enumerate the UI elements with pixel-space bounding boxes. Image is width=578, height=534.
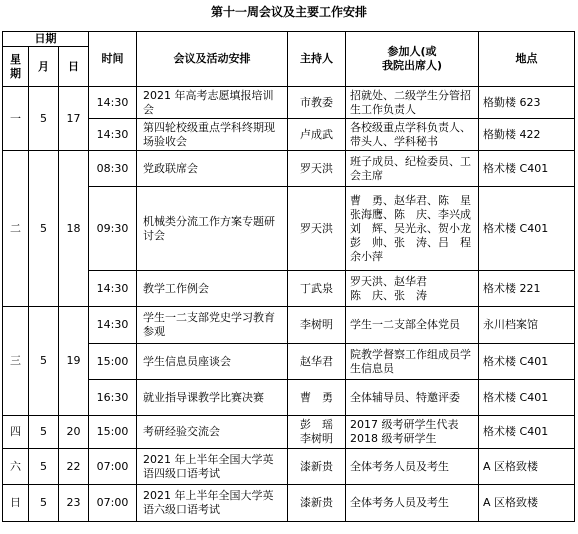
day-cell: 19 [59, 307, 89, 416]
participants-header [346, 32, 479, 87]
table-row [3, 344, 575, 380]
weekday-cell: 四 [3, 416, 29, 449]
participants-cell: 招就处、二级学生分管招生工作负责人 [346, 87, 479, 119]
host-cell: 李树明 [288, 307, 346, 344]
participants-cell: 全体考务人员及考生 [346, 449, 479, 485]
month-cell: 5 [29, 416, 59, 449]
weekday-cell: 六 [3, 449, 29, 485]
host-cell [288, 416, 346, 449]
participants-cell [346, 416, 479, 449]
location-cell: 格术楼 221 [479, 271, 575, 307]
schedule-table [2, 31, 575, 522]
weekday-header: 星期 [3, 47, 29, 87]
table-row [3, 187, 575, 271]
location-cell: A 区格致楼 [479, 485, 575, 522]
time-cell: 07:00 [89, 485, 137, 522]
participants-cell: 全体辅导员、特邀评委 [346, 380, 479, 416]
page-title: 第十一周会议及主要工作安排 [210, 5, 367, 19]
time-cell: 14:30 [89, 271, 137, 307]
host-line: 李树明 [300, 432, 334, 445]
host-cell: 罗天洪 [288, 187, 346, 271]
participants-cell: 曹 勇、赵华君、陈 星张海鹰、陈 庆、李兴成刘 辉、吴光永、贺小龙彭 帅、张 涛、吕 程余小萍 [346, 187, 479, 271]
meeting-cell: 就业指导课教学比赛决赛 [137, 380, 288, 416]
time-header: 时间 [89, 32, 137, 87]
meeting-cell: 学生一二支部党史学习教育参观 [137, 307, 288, 344]
meeting-cell: 机械类分流工作方案专题研讨会 [137, 187, 288, 271]
time-cell: 15:00 [89, 416, 137, 449]
location-cell: 格勤楼 623 [479, 87, 575, 119]
day-cell: 22 [59, 449, 89, 485]
month-cell: 5 [29, 485, 59, 522]
meeting-cell: 第四轮校级重点学科终期现场验收会 [137, 119, 288, 151]
host-cell: 市教委 [288, 87, 346, 119]
participants-cell: 班子成员、纪检委员、工会主席 [346, 151, 479, 187]
location-cell: A 区格致楼 [479, 449, 575, 485]
participants-line: 2018 级考研学生 [350, 432, 437, 445]
host-line: 彭 瑶 [300, 418, 334, 431]
location-cell: 格术楼 C401 [479, 187, 575, 271]
time-cell: 08:30 [89, 151, 137, 187]
time-cell: 14:30 [89, 307, 137, 344]
participants-cell: 全体考务人员及考生 [346, 485, 479, 522]
participants-line: 2017 级考研学生代表 [350, 418, 459, 431]
location-cell: 格术楼 C401 [479, 151, 575, 187]
participants-line: 罗天洪、赵华君 [350, 274, 428, 288]
day-cell: 23 [59, 485, 89, 522]
participants-header-line2: 我院出席人) [382, 59, 443, 72]
day-cell: 20 [59, 416, 89, 449]
month-cell: 5 [29, 307, 59, 416]
host-cell: 漆新贵 [288, 485, 346, 522]
day-cell: 17 [59, 87, 89, 151]
participants-line: 陈 庆、张 涛 [350, 288, 428, 302]
day-cell: 18 [59, 151, 89, 307]
location-header: 地点 [479, 32, 575, 87]
location-cell: 格术楼 C401 [479, 344, 575, 380]
participants-header-line1: 参加人(或 [387, 45, 437, 58]
meeting-cell: 党政联席会 [137, 151, 288, 187]
weekday-cell: 三 [3, 307, 29, 416]
table-row [3, 87, 575, 119]
participants-cell: 各校级重点学科负责人、带头人、学科秘书 [346, 119, 479, 151]
month-cell: 5 [29, 87, 59, 151]
month-cell: 5 [29, 449, 59, 485]
table-row [3, 485, 575, 522]
time-cell: 16:30 [89, 380, 137, 416]
location-cell: 格勤楼 422 [479, 119, 575, 151]
date-header: 日期 [3, 32, 89, 47]
participants-cell: 院教学督察工作组成员学生信息员 [346, 344, 479, 380]
meeting-cell: 考研经验交流会 [137, 416, 288, 449]
host-cell: 漆新贵 [288, 449, 346, 485]
table-row [3, 119, 575, 151]
host-header: 主持人 [288, 32, 346, 87]
time-cell: 09:30 [89, 187, 137, 271]
weekday-cell: 日 [3, 485, 29, 522]
meeting-cell: 2021 年高考志愿填报培训会 [137, 87, 288, 119]
weekday-cell: 一 [3, 87, 29, 151]
table-row [3, 307, 575, 344]
meeting-cell: 教学工作例会 [137, 271, 288, 307]
host-cell: 罗天洪 [288, 151, 346, 187]
day-header: 日 [59, 47, 89, 87]
participants-cell [346, 271, 479, 307]
table-row [3, 271, 575, 307]
location-cell: 格术楼 C401 [479, 416, 575, 449]
meeting-cell: 学生信息员座谈会 [137, 344, 288, 380]
table-row [3, 416, 575, 449]
meeting-cell: 2021 年上半年全国大学英语四级口语考试 [137, 449, 288, 485]
meeting-cell: 2021 年上半年全国大学英语六级口语考试 [137, 485, 288, 522]
location-cell: 格术楼 C401 [479, 380, 575, 416]
host-cell: 卢成武 [288, 119, 346, 151]
table-row [3, 380, 575, 416]
time-cell: 15:00 [89, 344, 137, 380]
month-cell: 5 [29, 151, 59, 307]
meeting-header: 会议及活动安排 [137, 32, 288, 87]
weekday-cell: 二 [3, 151, 29, 307]
table-row [3, 151, 575, 187]
table-row [3, 449, 575, 485]
time-cell: 07:00 [89, 449, 137, 485]
participants-cell: 学生一二支部全体党员 [346, 307, 479, 344]
host-cell: 赵华君 [288, 344, 346, 380]
host-cell: 曹 勇 [288, 380, 346, 416]
time-cell: 14:30 [89, 119, 137, 151]
month-header: 月 [29, 47, 59, 87]
time-cell: 14:30 [89, 87, 137, 119]
host-cell: 丁武泉 [288, 271, 346, 307]
location-cell: 永川档案馆 [479, 307, 575, 344]
